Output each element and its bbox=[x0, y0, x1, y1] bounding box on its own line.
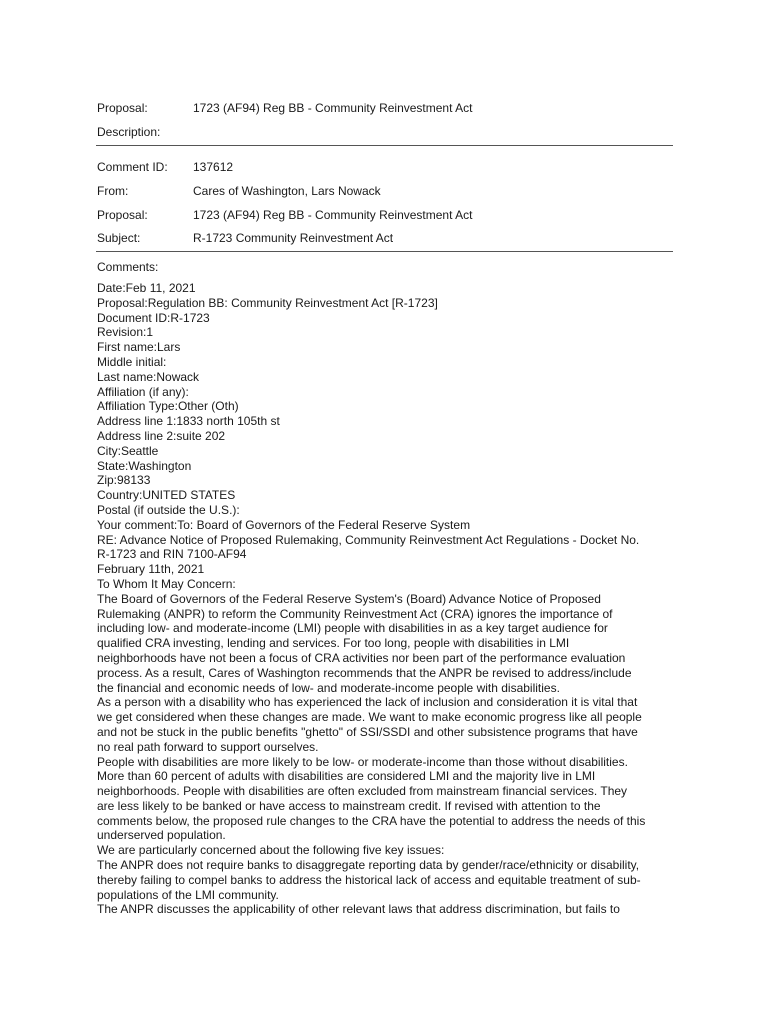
from-value: Cares of Washington, Lars Nowack bbox=[193, 184, 381, 198]
comment-line: Revision:1 bbox=[97, 325, 154, 340]
comment-line: Address line 2:suite 202 bbox=[97, 428, 226, 443]
meta-proposal-value: 1723 (AF94) Reg BB - Community Reinvestment Act bbox=[193, 208, 473, 222]
divider-top bbox=[96, 145, 673, 146]
comment-line: Middle initial: bbox=[97, 354, 167, 369]
comment-line: neighborhoods have not been a focus of CRA activities nor been part of the performance evaluation bbox=[97, 650, 626, 665]
comment-line: are less likely to be banked or have access to mainstream credit. If revised with attention to the bbox=[97, 798, 601, 813]
comment-line: The Board of Governors of the Federal Reserve System's (Board) Advance Notice of Proposed bbox=[97, 591, 601, 606]
comment-id-label: Comment ID: bbox=[97, 160, 168, 174]
comment-line: populations of the LMI community. bbox=[97, 887, 279, 902]
comment-line: neighborhoods. People with disabilities are often excluded from mainstream financial services. They bbox=[97, 784, 628, 799]
comment-line: underserved population. bbox=[97, 828, 226, 843]
comment-line: As a person with a disability who has experienced the lack of inclusion and consideration it is vital that bbox=[97, 695, 638, 710]
comment-line: RE: Advance Notice of Proposed Rulemaking, Community Reinvestment Act Regulations - Docket No. bbox=[97, 532, 640, 547]
comment-line: Document ID:R-1723 bbox=[97, 310, 210, 325]
comment-line: the financial and economic needs of low- and moderate-income people with disabilities. bbox=[97, 680, 560, 695]
comment-line: Affiliation Type:Other (Oth) bbox=[97, 399, 239, 414]
comment-line: Last name:Nowack bbox=[97, 369, 200, 384]
comment-line: thereby failing to compel banks to address the historical lack of access and equitable treatment of sub- bbox=[97, 872, 641, 887]
proposal-label: Proposal: bbox=[97, 101, 148, 115]
comment-line: We are particularly concerned about the following five key issues: bbox=[97, 843, 445, 858]
comment-line: process. As a result, Cares of Washington recommends that the ANPR be revised to address/include bbox=[97, 665, 632, 680]
comment-line: no real path forward to support ourselves. bbox=[97, 739, 319, 754]
comment-line: we get considered when these changes are made. We want to make economic progress like all people bbox=[97, 710, 642, 725]
comment-body bbox=[97, 281, 677, 917]
comment-line: Address line 1:1833 north 105th st bbox=[97, 414, 280, 429]
comment-line: The ANPR discusses the applicability of other relevant laws that address discrimination, but fails to bbox=[97, 902, 620, 917]
comment-line: Rulemaking (ANPR) to reform the Community Reinvestment Act (CRA) ignores the importance of bbox=[97, 606, 613, 621]
comment-line: Country:UNITED STATES bbox=[97, 488, 236, 503]
comment-line: February 11th, 2021 bbox=[97, 562, 205, 577]
comment-line: Proposal:Regulation BB: Community Reinvestment Act [R-1723] bbox=[97, 295, 438, 310]
subject-value: R-1723 Community Reinvestment Act bbox=[193, 231, 394, 245]
comment-line: and not be stuck in the public benefits "ghetto" of SSI/SSDI and other subsistence programs that have bbox=[97, 724, 638, 739]
comments-label: Comments: bbox=[97, 260, 159, 274]
description-label: Description: bbox=[97, 125, 161, 139]
comment-line: People with disabilities are more likely to be low- or moderate-income than those without disabilities. bbox=[97, 754, 628, 769]
meta-proposal-label: Proposal: bbox=[97, 208, 148, 222]
comment-line: State:Washington bbox=[97, 458, 192, 473]
comment-line: Postal (if outside the U.S.): bbox=[97, 502, 240, 517]
comment-line: The ANPR does not require banks to disaggregate reporting data by gender/race/ethnicity or disability, bbox=[97, 858, 640, 873]
comment-line: qualified CRA investing, lending and services. For too long, people with disabilities in LMI bbox=[97, 636, 570, 651]
comment-line: City:Seattle bbox=[97, 443, 159, 458]
divider-bottom bbox=[96, 251, 673, 252]
comment-line: To Whom It May Concern: bbox=[97, 576, 236, 591]
proposal-value: 1723 (AF94) Reg BB - Community Reinvestment Act bbox=[193, 101, 473, 115]
comment-line: Date:Feb 11, 2021 bbox=[97, 281, 196, 295]
comment-line: Zip:98133 bbox=[97, 473, 151, 488]
comment-line: First name:Lars bbox=[97, 340, 181, 355]
comment-line: R-1723 and RIN 7100-AF94 bbox=[97, 547, 247, 562]
comment-line: More than 60 percent of adults with disabilities are considered LMI and the majority live in LMI bbox=[97, 769, 596, 784]
comment-id-value: 137612 bbox=[193, 160, 234, 174]
comment-line: Affiliation (if any): bbox=[97, 384, 189, 399]
from-label: From: bbox=[97, 184, 129, 198]
comment-line: comments below, the proposed rule changes to the CRA have the potential to address the needs of this bbox=[97, 813, 646, 828]
comment-line: Your comment:To: Board of Governors of the Federal Reserve System bbox=[97, 517, 471, 532]
subject-label: Subject: bbox=[97, 231, 141, 245]
comment-line: including low- and moderate-income (LMI) people with disabilities in as a key target audience for bbox=[97, 621, 608, 636]
